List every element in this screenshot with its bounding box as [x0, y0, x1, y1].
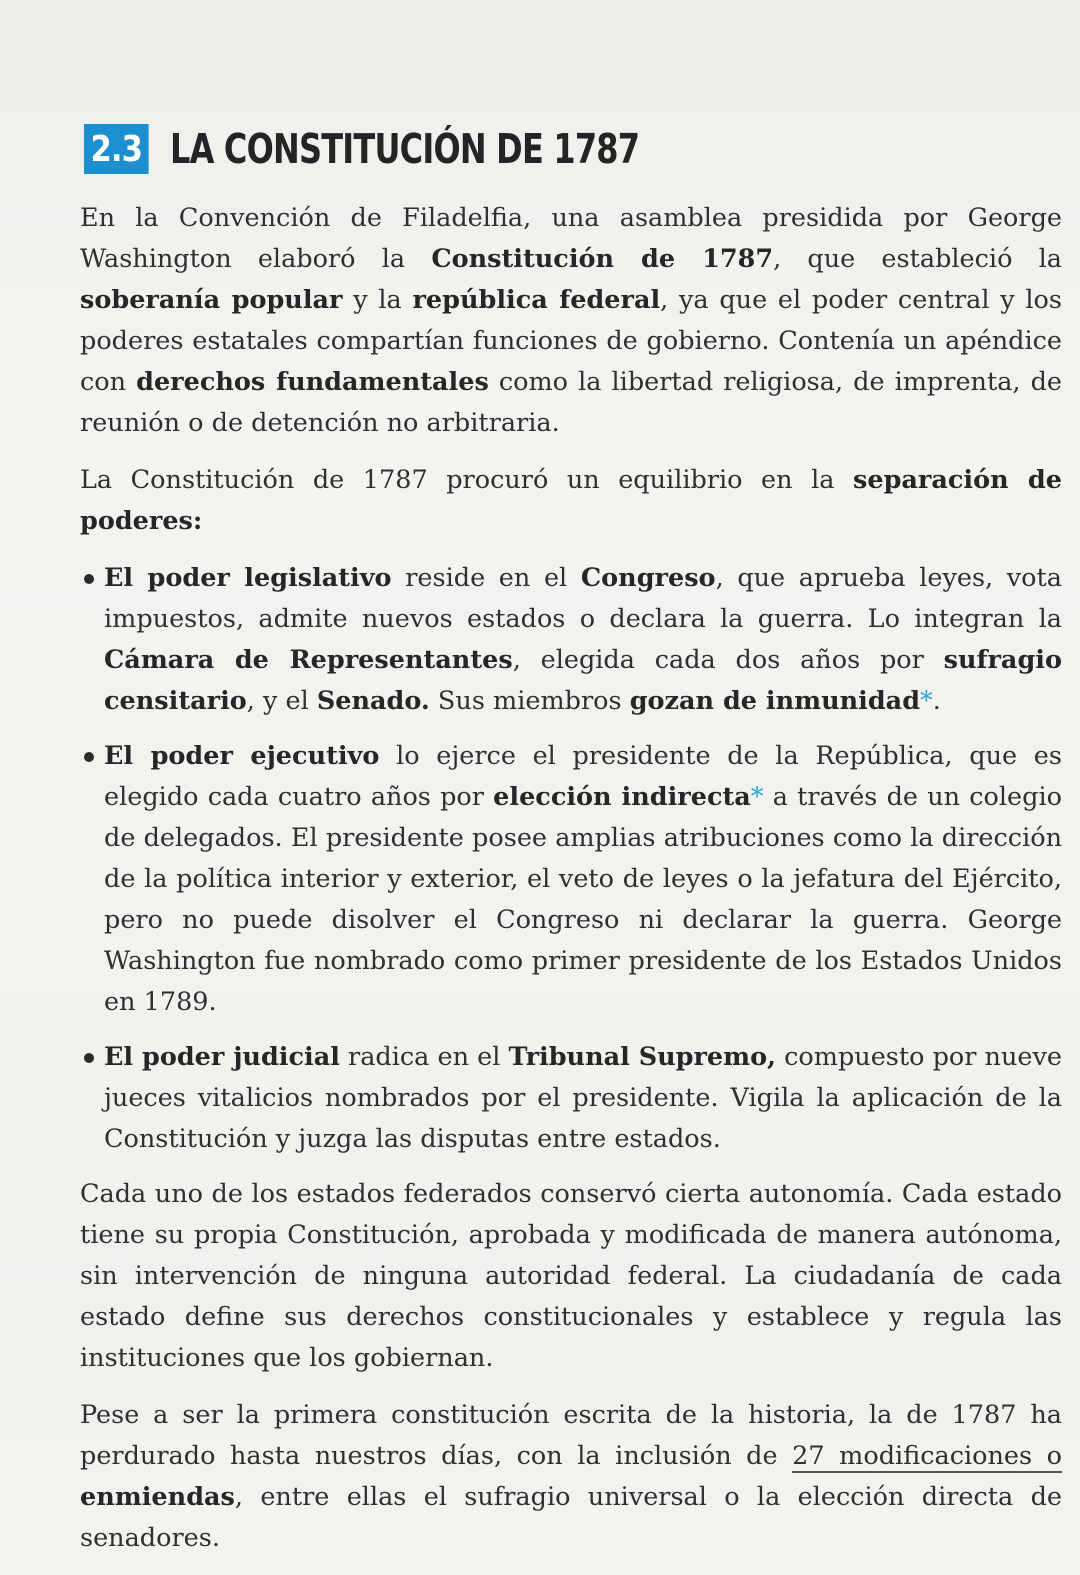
bold-term: elección indirecta — [493, 782, 751, 812]
text-run: y la — [342, 285, 413, 315]
bold-term: Tribunal Supremo, — [508, 1042, 777, 1072]
bullet-icon — [84, 574, 94, 584]
bullet-icon — [84, 752, 94, 762]
bold-term: enmiendas — [80, 1482, 235, 1512]
list-item-legislative — [80, 558, 1062, 722]
bold-term: Cámara de Representantes — [104, 645, 513, 675]
bold-term: El poder ejecutivo — [104, 741, 380, 771]
text-run: En la Convención de Filadelfia, una asamblea presidida por George Washington elaboró la — [80, 203, 1062, 274]
bold-term: república federal — [412, 285, 661, 315]
bold-term: Senado. — [316, 686, 430, 716]
text-run: , que aprueba leyes, vota impuestos, admite nuevos estados o declara la guerra. Lo integran la — [104, 563, 1062, 634]
section-heading — [84, 124, 772, 174]
paragraph-separation — [80, 460, 1062, 542]
text-run: radica en el — [339, 1042, 509, 1072]
bold-term: El poder judicial — [104, 1042, 340, 1072]
bold-term: soberanía popular — [80, 285, 343, 315]
bullet-icon — [84, 1053, 94, 1063]
text-run: como la libertad religiosa, de imprenta, de reunión o de detención no arbitraria. — [80, 367, 1062, 438]
text-run: , y el — [246, 686, 317, 716]
bold-term: derechos fundamentales — [136, 367, 489, 397]
list-item-judicial — [80, 1037, 1062, 1160]
bold-term: separación de poderes: — [80, 465, 1062, 536]
powers-list — [80, 558, 1062, 1160]
text-run: Sus miembros — [429, 686, 630, 716]
paragraph-states: Cada uno de los estados federados conservó cierta autonomía. Cada estado tiene su propia Constitución, aprobada y modificada de manera autónoma, sin intervención de ninguna autoridad federal. La ciudadanía de cada estado define sus derechos constitucionales y establece y regula las instituciones que los gobiernan. — [80, 1179, 1062, 1373]
glossary-asterisk: * — [920, 686, 933, 716]
bold-term: El poder legislativo — [104, 563, 392, 593]
text-run: reside en el — [391, 563, 581, 593]
text-run: a través de un colegio de delegados. El presidente posee amplias atribuciones como la dirección de la política interior y exterior, el veto de leyes o la jefatura del Ejército, pero no puede disolver el Congreso ni declarar la guerra. George Washington fue nombrado como primer presidente de los Estados Unidos en 1789. — [104, 782, 1062, 1017]
section-title: LA CONSTITUCIÓN DE 1787 — [170, 125, 640, 173]
paragraph-amendments — [80, 1395, 1062, 1559]
text-run: . — [932, 686, 941, 716]
body-text — [80, 198, 1062, 1575]
bold-term: Constitución de 1787 — [431, 244, 774, 274]
list-item-executive — [80, 736, 1062, 1023]
text-run: , elegida cada dos años por — [512, 645, 944, 675]
text-run: compuesto por nueve jueces vitalicios nombrados por el presidente. Vigila la aplicación de la Constitución y juzga las disputas entre estados. — [104, 1042, 1062, 1154]
section-number-badge: 2.3 — [84, 124, 149, 174]
text-run: lo ejerce el presidente de la República, que es elegido cada cuatro años por — [104, 741, 1062, 812]
glossary-asterisk: * — [750, 782, 764, 812]
paragraph-intro — [80, 198, 1062, 444]
underlined-text: 27 modificaciones o — [792, 1441, 1062, 1471]
text-run: , que estableció la — [773, 244, 1062, 274]
text-run: , ya que el poder central y los poderes estatales compartían funciones de gobierno. Contenía un apéndice con — [80, 285, 1062, 397]
text-run: La Constitución de 1787 procuró un equilibrio en la — [80, 465, 853, 495]
text-run: Pese a ser la primera constitución escrita de la historia, la de 1787 ha perdurado hasta nuestros días, con la inclusión de — [80, 1400, 1062, 1471]
text-run: , entre ellas el sufragio universal o la elección directa de senadores. — [80, 1482, 1062, 1553]
bold-term: gozan de inmunidad — [629, 686, 921, 716]
bold-term: Congreso — [580, 563, 716, 593]
bold-term: sufragio censitario — [104, 645, 1062, 716]
